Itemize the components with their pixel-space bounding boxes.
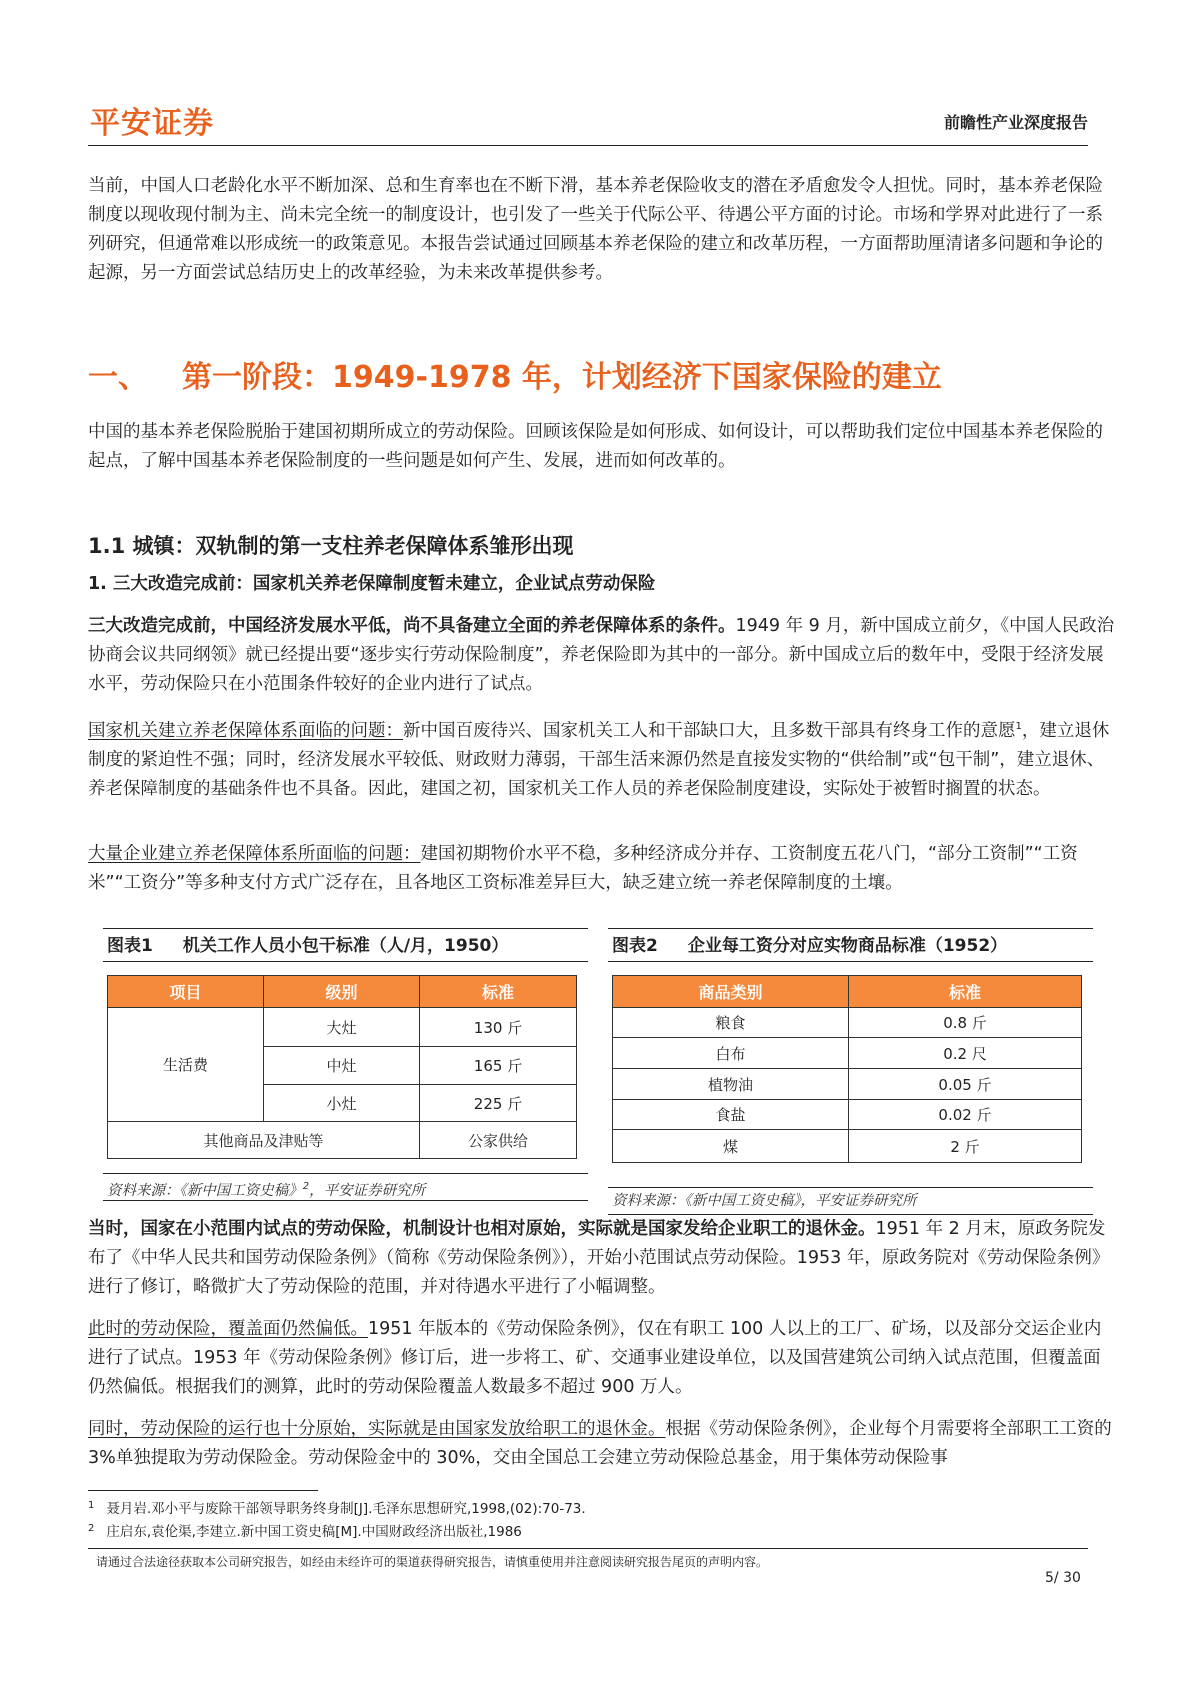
figure-1-caption: 机关工作人员小包干标准（人/月，1950）: [182, 936, 509, 956]
table-cell: 0.02 斤: [849, 1100, 1082, 1130]
paragraph-2-body-a: 新中国百废待兴、国家机关工人和干部缺口大，且多数干部具有终身工作的意愿: [403, 720, 1016, 741]
paragraph-3: [88, 840, 1118, 898]
footnote-ref-2[interactable]: 2: [302, 1181, 310, 1192]
figure-2-title: [608, 928, 1093, 962]
paragraph-1: [88, 612, 1118, 699]
footnote-1-number: 1: [88, 1499, 95, 1511]
figure-2-number: 图表2: [612, 936, 658, 956]
table-cell: 中灶: [264, 1047, 420, 1085]
paragraph-5-lead: 此时的劳动保险，覆盖面仍然偏低。: [88, 1319, 368, 1339]
table-cell: 130 斤: [420, 1008, 577, 1047]
table-cell-group: 生活费: [108, 1008, 264, 1122]
figure-1-table: [107, 975, 577, 1159]
table-cell: 食盐: [613, 1100, 849, 1130]
table-cell: 225 斤: [420, 1085, 577, 1122]
figure-2: [608, 928, 1093, 1215]
paragraph-4: [88, 1215, 1118, 1302]
figure-1-source: [103, 1173, 588, 1201]
paragraph-6: [88, 1415, 1118, 1473]
footer-divider: [88, 1548, 1088, 1549]
paragraph-2: [88, 712, 1118, 804]
header-divider: [88, 145, 1088, 146]
subsection-heading: 1.1 城镇：双轨制的第一支柱养老保障体系雏形出现: [88, 534, 574, 558]
footnote-divider: [88, 1490, 318, 1491]
paragraph-3-body: 建国初期物价水平不稳，多种经济成分并存、工资制度五花八门，“部分工资制”“工资米”“工资分”等多种支付方式广泛存在，且各地区工资标准差异巨大，缺乏建立统一养老保障制度的土壤。: [88, 844, 1078, 893]
paragraph-6-body: 根据《劳动保险条例》，企业每个月需要将全部职工工资的 3%单独提取为劳动保险金。劳动保险金中的 30%，交由全国总工会建立劳动保险总基金，用于集体劳动保险事: [88, 1419, 1112, 1468]
figure-1-source-a: 资料来源：《新中国工资史稿》: [107, 1182, 303, 1199]
footnote-1-text: 聂月岩.邓小平与废除干部领导职务终身制[J].毛泽东思想研究,1998,(02):70-73.: [106, 1501, 586, 1517]
table-header: 标准: [420, 976, 577, 1008]
paragraph-4-body: 1951 年 2 月末，原政务院发布了《中华人民共和国劳动保险条例》（简称《劳动保险条例》），开始小范围试点劳动保险。1953 年，原政务院对《劳动保险条例》进行了修订，略微扩大了劳动保险的范围，并对待遇水平进行了小幅调整。: [88, 1219, 1110, 1297]
figure-1-number: 图表1: [107, 936, 153, 956]
figure-1-source-b: ，平安证券研究所: [309, 1182, 426, 1199]
table-cell: 白布: [613, 1038, 849, 1069]
table-cell: 0.8 斤: [849, 1008, 1082, 1038]
table-cell: 植物油: [613, 1069, 849, 1100]
footer-disclaimer: 请通过合法途径获取本公司研究报告，如经由未经许可的渠道获得研究报告，请慎重使用并注意阅读研究报告尾页的声明内容。: [96, 1555, 769, 1569]
section-heading: [88, 352, 942, 396]
report-type-label: 前瞻性产业深度报告: [943, 113, 1088, 132]
footnote-2-text: 庄启东,袁伦渠,李建立.新中国工资史稿[M].中国财政经济出版社,1986: [106, 1524, 522, 1540]
table-cell: 其他商品及津贴等: [108, 1122, 420, 1159]
table-cell: 165 斤: [420, 1047, 577, 1085]
subsubsection-heading: 1. 三大改造完成前：国家机关养老保障制度暂未建立，企业试点劳动保险: [88, 574, 656, 594]
paragraph-5: [88, 1315, 1118, 1402]
page-number: 5/ 30: [1045, 1570, 1081, 1586]
paragraph-5-body: 1951 年版本的《劳动保险条例》，仅在有职工 100 人以上的工厂、矿场，以及部分交运企业内进行了试点。1953 年《劳动保险条例》修订后，进一步将工、矿、交通事业建设单位，以及国营建筑公司纳入试点范围，但覆盖面仍然偏低。根据我们的测算，此时的劳动保险覆盖人数最多不超过 900 万人。: [88, 1319, 1102, 1397]
section-intro-paragraph: 中国的基本养老保险脱胎于建国初期所成立的劳动保险。回顾该保险是如何形成、如何设计，可以帮助我们定位中国基本养老保险的起点，了解中国基本养老保险制度的一些问题是如何产生、发展，进而如何改革的。: [88, 422, 1103, 471]
paragraph-3-lead: 大量企业建立养老保障体系所面临的问题：: [88, 844, 421, 864]
table-header: 商品类别: [613, 976, 849, 1008]
table-cell: 公家供给: [420, 1122, 577, 1159]
section-number: 一、: [88, 360, 148, 395]
table-cell: 大灶: [264, 1008, 420, 1047]
figure-1: [103, 928, 588, 1201]
table-header: 级别: [264, 976, 420, 1008]
footnote-1: [88, 1497, 586, 1517]
footnote-ref-1[interactable]: 1: [1015, 721, 1022, 732]
figure-2-caption: 企业每工资分对应实物商品标准（1952）: [687, 936, 1008, 956]
table-cell: 煤: [613, 1130, 849, 1163]
figure-2-source: 资料来源：《新中国工资史稿》，平安证券研究所: [608, 1187, 1093, 1215]
figure-1-title: [103, 928, 588, 962]
table-cell: 0.2 尺: [849, 1038, 1082, 1069]
company-logo: 平安证券: [90, 106, 214, 141]
table-cell: 粮食: [613, 1008, 849, 1038]
footnote-2-number: 2: [88, 1522, 95, 1534]
paragraph-2-lead: 国家机关建立养老保障体系面临的问题：: [88, 720, 403, 741]
paragraph-4-lead: 当时，国家在小范围内试点的劳动保险，机制设计也相对原始，实际就是国家发给企业职工的退休金。: [88, 1219, 876, 1239]
table-header: 标准: [849, 976, 1082, 1008]
table-cell: 0.05 斤: [849, 1069, 1082, 1100]
paragraph-1-lead: 三大改造完成前，中国经济发展水平低，尚不具备建立全面的养老保障体系的条件。: [88, 616, 736, 636]
paragraph-2-body-b: ，建立退休制度的紧迫性不强；同时，经济发展水平较低、财政财力薄弱，干部生活来源仍然是直接发实物的“供给制”或“包干制”，建立退休、养老保障制度的基础条件也不具备。因此，建国之初，国家机关工作人员的养老保险制度建设，实际处于被暂时搁置的状态。: [88, 720, 1110, 799]
table-cell: 2 斤: [849, 1130, 1082, 1163]
paragraph-6-lead: 同时，劳动保险的运行也十分原始，实际就是由国家发放给职工的退休金。: [88, 1419, 666, 1439]
table-cell: 小灶: [264, 1085, 420, 1122]
footnote-2: [88, 1520, 522, 1540]
intro-paragraph: 当前，中国人口老龄化水平不断加深、总和生育率也在不断下滑，基本养老保险收支的潜在矛盾愈发令人担忧。同时，基本养老保险制度以现收现付制为主、尚未完全统一的制度设计，也引发了一些关于代际公平、待遇公平方面的讨论。市场和学界对此进行了一系列研究，但通常难以形成统一的政策意见。本报告尝试通过回顾基本养老保险的建立和改革历程，一方面帮助厘清诸多问题和争论的起源，另一方面尝试总结历史上的改革经验，为未来改革提供参考。: [88, 176, 1103, 283]
section-title: 第一阶段：1949-1978 年，计划经济下国家保险的建立: [182, 360, 942, 395]
paragraph-1-body: 1949 年 9 月，新中国成立前夕，《中国人民政治协商会议共同纲领》就已经提出要“逐步实行劳动保险制度”，养老保险即为其中的一部分。新中国成立后的数年中，受限于经济发展水平，劳动保险只在小范围条件较好的企业内进行了试点。: [88, 616, 1115, 694]
table-header: 项目: [108, 976, 264, 1008]
figure-2-table: [612, 975, 1082, 1163]
